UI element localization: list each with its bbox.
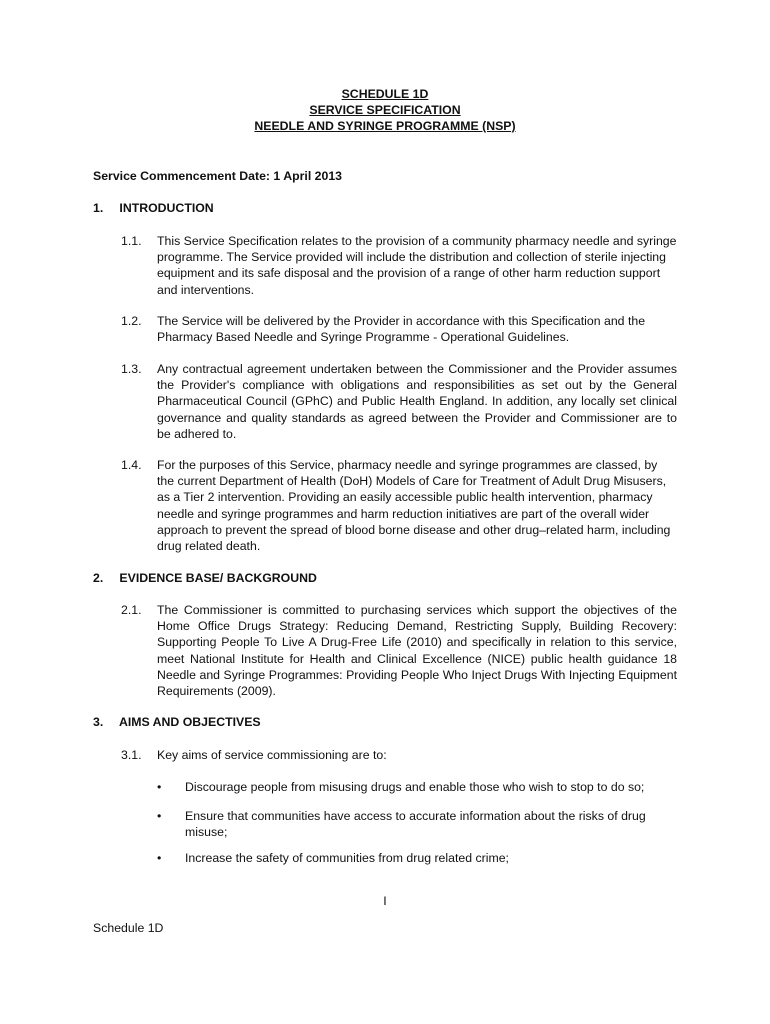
section-title: AIMS AND OBJECTIVES	[118, 715, 261, 729]
section-heading-aims-objectives	[93, 714, 261, 730]
paragraph-2-1	[121, 602, 677, 699]
bullet-text: Increase the safety of communities from drug related crime;	[185, 851, 509, 865]
paragraph-1-2	[121, 313, 677, 345]
section-heading-evidence-base	[93, 570, 317, 586]
bullet-item	[157, 808, 677, 840]
paragraph-3-1	[121, 747, 677, 763]
paragraph-text: The Commissioner is committed to purchasing services which support the objectives of the Home Office Drugs Strategy: Reducing Demand, Restricting Supply, Building Recovery: Supporting People To Live A Drug-Free Life (2010) and specifically in relation to this service, meet National Institute for Health and Clinical Excellence (NICE) public health guidance 18 Needle and Syringe Programmes: Providing People Who Inject Drugs With Injecting Equipment Requirements (2009).	[157, 603, 677, 699]
page-footer: Schedule 1D	[93, 921, 164, 935]
page-number: I	[383, 894, 387, 908]
paragraph-1-4	[121, 457, 677, 554]
paragraph-number: 3.1.	[121, 748, 142, 762]
paragraph-text: Key aims of service commissioning are to:	[157, 748, 387, 762]
paragraph-number: 1.3.	[121, 362, 142, 376]
bullet-item	[157, 779, 677, 795]
section-number: 1.	[93, 201, 104, 215]
paragraph-number: 1.2.	[121, 314, 142, 328]
document-title-block	[0, 86, 770, 134]
section-title: EVIDENCE BASE/ BACKGROUND	[119, 571, 317, 585]
bullet-text: Ensure that communities have access to accurate information about the risks of drug misuse;	[185, 809, 646, 840]
bullet-text: Discourage people from misusing drugs and enable those who wish to stop to do so;	[185, 780, 645, 794]
schedule-title: SCHEDULE 1D	[341, 87, 429, 101]
paragraph-1-1	[121, 233, 677, 298]
bullet-icon: •	[157, 780, 162, 794]
paragraph-1-3	[121, 361, 677, 442]
section-number: 2.	[93, 571, 104, 585]
section-heading-introduction	[93, 200, 214, 216]
bullet-item	[157, 850, 677, 866]
paragraph-text: This Service Specification relates to the provision of a community pharmacy needle and syringe programme. The Service provided will include the distribution and collection of sterile injecting equipment and its safe disposal and the provision of a range of other harm reduction support and interventions.	[157, 234, 677, 297]
service-specification-title: SERVICE SPECIFICATION	[309, 103, 461, 117]
bullet-icon: •	[157, 851, 162, 865]
section-number: 3.	[93, 715, 104, 729]
section-title: INTRODUCTION	[119, 201, 214, 215]
paragraph-text: The Service will be delivered by the Provider in accordance with this Specification and the Pharmacy Based Needle and Syringe Programme - Operational Guidelines.	[157, 314, 646, 345]
paragraph-number: 1.1.	[121, 234, 142, 248]
paragraph-text: Any contractual agreement undertaken between the Commissioner and the Provider assumes the Provider's compliance with obligations and responsibilities as set out by the General Pharmaceutical Council (GPhC) and Public Health England. In addition, any locally set clinical governance and quality standards as agreed between the Provider and Commissioner are to be adhered to.	[157, 362, 677, 441]
paragraph-text: For the purposes of this Service, pharmacy needle and syringe programmes are classed, by the current Department of Health (DoH) Models of Care for Treatment of Adult Drug Misusers, as a Tier 2 intervention. Providing an easily accessible public health intervention, pharmacy needle and syringe programmes and harm reduction initiatives are part of the overall wider approach to prevent the spread of blood borne disease and other drug–related harm, including drug related death.	[157, 458, 671, 554]
paragraph-number: 2.1.	[121, 603, 142, 617]
paragraph-number: 1.4.	[121, 458, 142, 472]
commencement-date: Service Commencement Date: 1 April 2013	[93, 169, 343, 183]
bullet-icon: •	[157, 809, 162, 823]
programme-title: NEEDLE AND SYRINGE PROGRAMME (NSP)	[254, 119, 516, 133]
